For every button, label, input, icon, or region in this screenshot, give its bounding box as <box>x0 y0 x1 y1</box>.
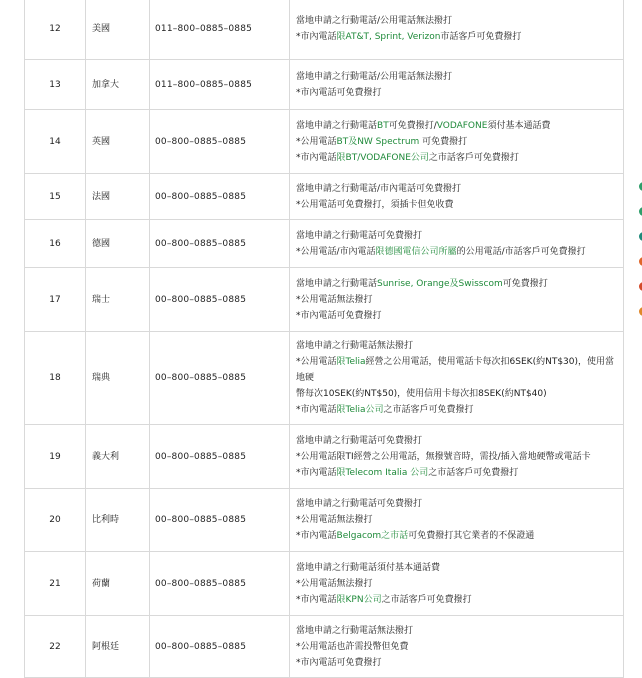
highlighted-text: 限Telecom Italia 公司 <box>336 467 429 478</box>
note-text: *市內電話 <box>296 32 337 42</box>
call-notes <box>290 552 624 616</box>
note-line <box>296 134 619 150</box>
note-text: *公用電話 <box>296 357 337 367</box>
row-number: 12 <box>25 0 86 60</box>
note-text: 須付基本通話費 <box>487 120 551 131</box>
table-row <box>25 60 624 110</box>
call-notes <box>290 110 624 174</box>
note-text: 當地申請之行動電話/市內電話可免費撥打 <box>296 183 462 194</box>
note-text: *公用電話限TI經營之公用電話，無撥號音時，需投/插入當地硬幣或電話卡 <box>296 451 591 462</box>
highlighted-text: 限Telia <box>336 357 366 367</box>
highlighted-text: 限BT/VODAFONE公司 <box>336 152 429 163</box>
note-line <box>296 308 619 324</box>
note-line <box>296 576 619 592</box>
phone-number: 00–800–0885–0885 <box>150 110 290 174</box>
table-row <box>25 425 624 489</box>
row-number: 21 <box>25 552 86 616</box>
table-row <box>25 174 624 220</box>
row-number: 19 <box>25 425 86 489</box>
highlighted-text: 限Telia公司 <box>336 405 384 415</box>
highlighted-text: Belgacom之市話 <box>336 531 409 541</box>
phone-number: 011–800–0885–0885 <box>150 60 290 110</box>
note-line <box>296 69 619 85</box>
row-number: 20 <box>25 489 86 552</box>
note-line <box>296 528 619 544</box>
note-line <box>296 560 619 576</box>
phone-number: 00–800–0885–0885 <box>150 425 290 489</box>
note-text: *公用電話無法撥打 <box>296 578 373 589</box>
note-line <box>296 276 619 292</box>
note-text: 當地申請之行動電話/公用電話無法撥打 <box>296 71 453 82</box>
note-text: 當地申請之行動電話 <box>296 278 378 289</box>
call-notes <box>290 174 624 220</box>
note-text: 當地申請之行動電話無法撥打 <box>296 341 414 351</box>
note-line <box>296 292 619 308</box>
note-text: 之市話客戶可免費撥打 <box>383 405 474 415</box>
table-row <box>25 552 624 616</box>
note-line <box>296 496 619 512</box>
note-text: *市內電話 <box>296 531 337 541</box>
call-notes <box>290 332 624 425</box>
table-row <box>25 332 624 425</box>
country-name: 荷蘭 <box>86 552 150 616</box>
row-number: 13 <box>25 60 86 110</box>
note-text: 當地申請之行動電話可免費撥打 <box>296 499 423 509</box>
country-name: 英國 <box>86 110 150 174</box>
call-notes <box>290 489 624 552</box>
note-text: 當地申請之行動電話須付基本通話費 <box>296 562 441 573</box>
country-name: 德國 <box>86 220 150 268</box>
row-number: 15 <box>25 174 86 220</box>
highlighted-text: VODAFONE <box>436 120 488 131</box>
note-text: 可免費撥打 <box>502 278 548 289</box>
country-name: 比利時 <box>86 489 150 552</box>
note-line <box>296 449 619 465</box>
note-text: *市內電話 <box>296 594 337 605</box>
table-row <box>25 268 624 332</box>
highlighted-text: Sunrise, Orange及Swisscom <box>377 278 503 289</box>
note-text: *公用電話可免費撥打，須插卡但免收費 <box>296 199 454 210</box>
note-text: *市內電話可免費撥打 <box>296 657 382 668</box>
note-line <box>296 181 619 197</box>
note-text: 當地申請之行動電話無法撥打 <box>296 625 414 636</box>
call-notes <box>290 425 624 489</box>
call-notes <box>290 60 624 110</box>
table-row <box>25 0 624 60</box>
note-text: 可免費撥打/ <box>388 120 437 131</box>
phone-number: 00–800–0885–0885 <box>150 220 290 268</box>
country-name: 法國 <box>86 174 150 220</box>
note-text: 市話客戶可免費撥打 <box>440 32 522 42</box>
country-name: 加拿大 <box>86 60 150 110</box>
country-name: 美國 <box>86 0 150 60</box>
country-name: 義大利 <box>86 425 150 489</box>
note-line <box>296 244 619 260</box>
note-text: 之市話客戶可免費撥打 <box>428 467 519 478</box>
note-line <box>296 512 619 528</box>
note-text: *市內電話 <box>296 467 337 478</box>
phone-number: 00–800–0885–0885 <box>150 332 290 425</box>
call-notes <box>290 0 624 60</box>
note-line <box>296 228 619 244</box>
note-line <box>296 386 619 402</box>
call-notes <box>290 268 624 332</box>
phone-number: 00–800–0885–0885 <box>150 616 290 678</box>
note-text: *市內電話 <box>296 152 337 163</box>
note-text: 當地申請之行動電話可免費撥打 <box>296 435 423 446</box>
row-number: 17 <box>25 268 86 332</box>
note-line <box>296 433 619 449</box>
note-text: *公用電話無法撥打 <box>296 515 373 525</box>
table-row <box>25 110 624 174</box>
call-notes <box>290 616 624 678</box>
phone-number: 011–800–0885–0885 <box>150 0 290 60</box>
note-text: *市內電話可免費撥打 <box>296 87 382 98</box>
note-text: 可免費撥打 <box>419 136 468 147</box>
country-name: 阿根廷 <box>86 616 150 678</box>
note-text: 當地申請之行動電話可免費撥打 <box>296 230 423 241</box>
note-line <box>296 150 619 166</box>
country-name: 瑞典 <box>86 332 150 425</box>
note-text: *市內電話 <box>296 405 337 415</box>
note-line <box>296 354 619 386</box>
phone-number: 00–800–0885–0885 <box>150 552 290 616</box>
table-row <box>25 489 624 552</box>
table-row <box>25 220 624 268</box>
row-number: 16 <box>25 220 86 268</box>
highlighted-text: 限AT&T, Sprint, Verizon <box>336 32 441 42</box>
highlighted-text: 限德國電信公司所屬 <box>375 246 457 257</box>
highlighted-text: 限KPN公司 <box>336 594 382 605</box>
note-line <box>296 29 619 45</box>
note-line <box>296 465 619 481</box>
toll-free-table <box>24 0 624 678</box>
highlighted-text: BT <box>377 120 389 131</box>
note-text: 的公用電話/市話客戶可免費撥打 <box>456 246 586 257</box>
note-line <box>296 639 619 655</box>
country-name: 瑞士 <box>86 268 150 332</box>
highlighted-text: BT及NW Spectrum <box>336 136 420 147</box>
note-text: 經營之公用電話，使用電話卡每次扣6SEK(約NT$30)，使用當地硬 <box>296 357 615 383</box>
note-line <box>296 623 619 639</box>
phone-number: 00–800–0885–0885 <box>150 489 290 552</box>
note-text: *公用電話無法撥打 <box>296 294 373 305</box>
note-line <box>296 655 619 671</box>
note-line <box>296 592 619 608</box>
note-text: *市內電話可免費撥打 <box>296 310 382 321</box>
call-notes <box>290 220 624 268</box>
phone-number: 00–800–0885–0885 <box>150 174 290 220</box>
table-row <box>25 616 624 678</box>
note-text: *公用電話/市內電話 <box>296 246 376 257</box>
note-line <box>296 118 619 134</box>
row-number: 22 <box>25 616 86 678</box>
row-number: 14 <box>25 110 86 174</box>
note-text: 當地申請之行動電話 <box>296 120 378 131</box>
note-text: 之市話客戶可免費撥打 <box>428 152 519 163</box>
phone-number: 00–800–0885–0885 <box>150 268 290 332</box>
note-line <box>296 85 619 101</box>
note-text: 當地申請之行動電話/公用電話無法撥打 <box>296 16 453 26</box>
note-line <box>296 197 619 213</box>
note-text: 幣每次10SEK(約NT$50)，使用信用卡每次扣8SEK(約NT$40) <box>296 389 547 399</box>
note-line <box>296 13 619 29</box>
note-text: *公用電話也許需投幣但免費 <box>296 641 409 652</box>
note-line <box>296 338 619 354</box>
note-text: *公用電話 <box>296 136 337 147</box>
note-text: 之市話客戶可免費撥打 <box>381 594 472 605</box>
row-number: 18 <box>25 332 86 425</box>
note-line <box>296 402 619 418</box>
note-text: 可免費撥打其它業者的不保證通 <box>408 531 535 541</box>
